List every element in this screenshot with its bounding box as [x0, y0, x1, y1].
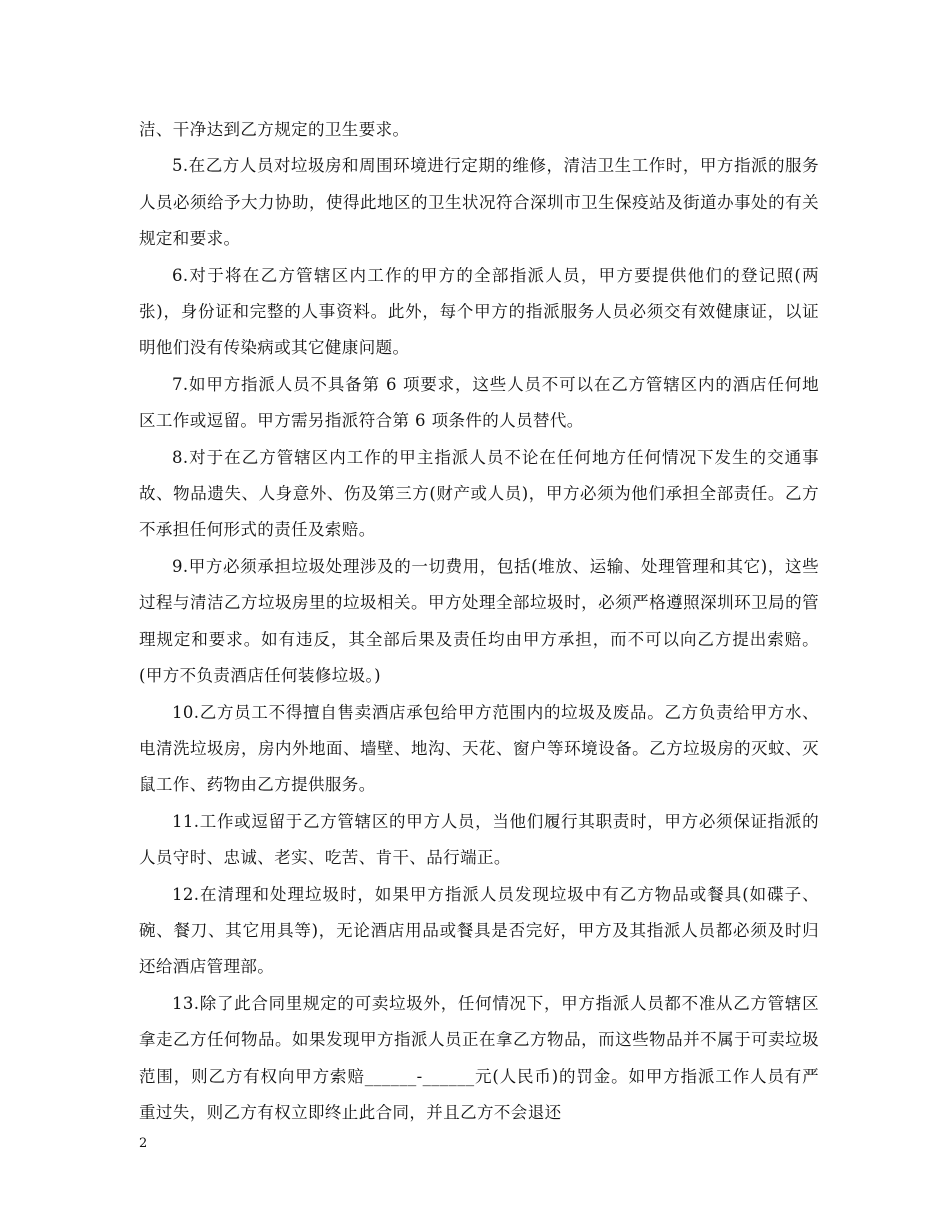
paragraph-clause-6: 6.对于将在乙方管辖区内工作的甲方的全部指派人员，甲方要提供他们的登记照(两张)，身份证和完整的人事资料。此外，每个甲方的指派服务人员必须交有效健康证，以证明他们没有传染病或其它健康问题。: [139, 265, 819, 358]
paragraph-clause-9: 9.甲方必须承担垃圾处理涉及的一切费用，包括(堆放、运输、处理管理和其它)，这些过程与清洁乙方垃圾房里的垃圾相关。甲方处理全部垃圾时，必须严格遵照深圳环卫局的管理规定和要求。如有违反，其全部后果及责任均由甲方承担，而不可以向乙方提出索赔。(甲方不负责酒店任何装修垃圾。): [139, 556, 819, 686]
paragraph-clause-7: 7.如甲方指派人员不具备第 6 项要求，这些人员不可以在乙方管辖区内的酒店任何地区工作或逗留。甲方需另指派符合第 6 项条件的人员替代。: [139, 374, 819, 431]
paragraph-continuation: 洁、干净达到乙方规定的卫生要求。: [139, 120, 410, 139]
document-body: [139, 112, 819, 1131]
paragraph-clause-10: 10.乙方员工不得擅自售卖酒店承包给甲方范围内的垃圾及废品。乙方负责给甲方水、电清洗垃圾房，房内外地面、墙壁、地沟、天花、窗户等环境设备。乙方垃圾房的灭蚊、灭鼠工作、药物由乙方提供服务。: [139, 702, 819, 795]
paragraph-clause-11: 11.工作或逗留于乙方管辖区的甲方人员，当他们履行其职责时，甲方必须保证指派的人员守时、忠诚、老实、吃苦、肯干、品行端正。: [139, 811, 819, 868]
paragraph-clause-13: 13.除了此合同里规定的可卖垃圾外，任何情况下，甲方指派人员都不准从乙方管辖区拿走乙方任何物品。如果发现甲方指派人员正在拿乙方物品，而这些物品并不属于可卖垃圾范围，则乙方有权向甲方索赔______-______元(人民币)的罚金。如甲方指派工作人员有严重过失，则乙方有权立即终止此合同，并且乙方不会退还: [139, 993, 819, 1122]
paragraph-clause-5: 5.在乙方人员对垃圾房和周围环境进行定期的维修，清洁卫生工作时，甲方指派的服务人员必须给予大力协助，使得此地区的卫生状况符合深圳市卫生保疫站及街道办事处的有关规定和要求。: [139, 156, 819, 249]
paragraph-clause-12: 12.在清理和处理垃圾时，如果甲方指派人员发现垃圾中有乙方物品或餐具(如碟子、碗、餐刀、其它用具等)，无论酒店用品或餐具是否完好，甲方及其指派人员都必须及时归还给酒店管理部。: [139, 884, 819, 977]
page-number: 2: [139, 1136, 148, 1151]
paragraph-clause-8: 8.对于在乙方管辖区内工作的甲主指派人员不论在任何地方任何情况下发生的交通事故、物品遗失、人身意外、伤及第三方(财产或人员)，甲方必须为他们承担全部责任。乙方不承担任何形式的责任及索赔。: [139, 447, 819, 540]
